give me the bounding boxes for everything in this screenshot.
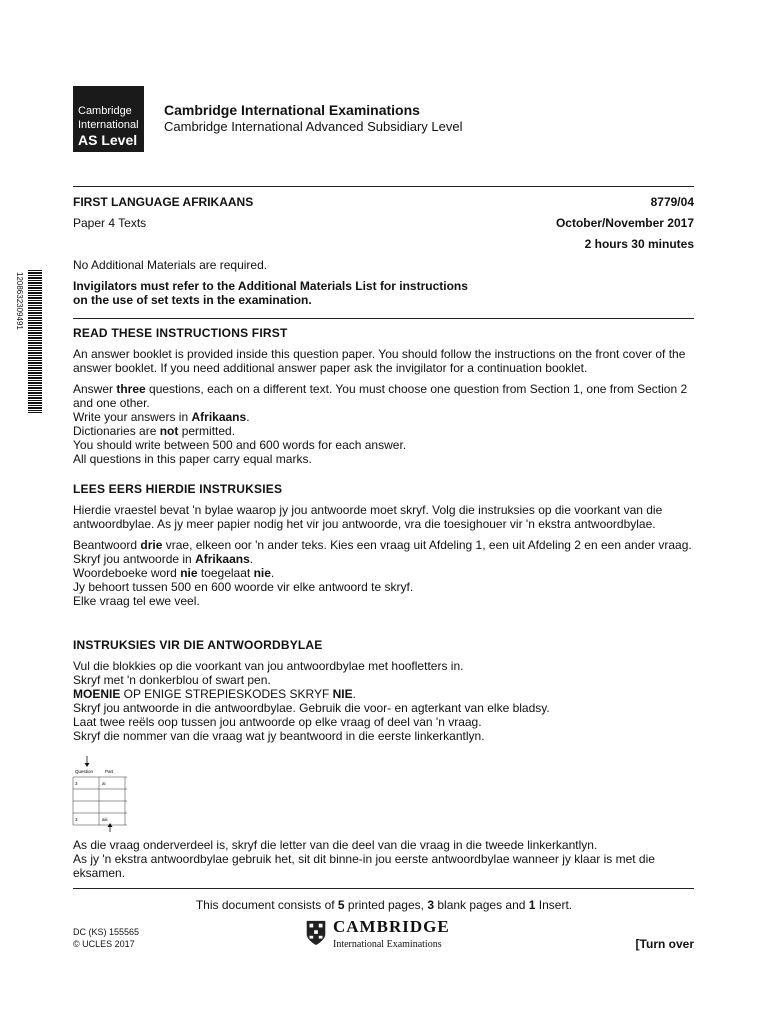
section-heading: READ THESE INSTRUCTIONS FIRST	[73, 326, 288, 340]
invigilator-note-1: Invigilators must refer to the Additional Materials List for instructions	[73, 279, 468, 293]
document-codes	[73, 926, 139, 950]
diagram-cell: aiii	[102, 817, 108, 822]
brand-subtitle: International Examinations	[333, 939, 442, 950]
section-heading: LEES EERS HIERDIE INSTRUKSIES	[73, 482, 283, 496]
instruction-line: Skryf met 'n donkerblou of swart pen.	[73, 673, 271, 687]
paragraph: Jy behoort tussen 500 en 600 woorde vir elke antwoord te skryf.	[73, 580, 414, 594]
top-rule	[73, 186, 694, 187]
barcode-number: 1208632309491	[15, 272, 24, 330]
instructions-rule	[73, 318, 694, 319]
paragraph: Write your answers in Afrikaans.	[73, 410, 250, 424]
paragraph: You should write between 500 and 600 words for each answer.	[73, 438, 407, 452]
instruction-line: MOENIE OP ENIGE STREPIESKODES SKRYF NIE.	[73, 687, 356, 701]
answer-booklet-instructions	[73, 638, 695, 743]
subdivision-instructions	[73, 838, 695, 880]
brand-name: CAMBRIDGE	[333, 917, 450, 936]
paragraph: Elke vraag tel ewe veel.	[73, 594, 200, 608]
diagram-cell: ai	[102, 781, 106, 786]
crest-icon	[305, 920, 327, 946]
logo-line-3: AS Level	[78, 132, 138, 148]
invigilator-note-2: on the use of set texts in the examination.	[73, 293, 312, 307]
paragraph: Woordeboeke word nie toegelaat nie.	[73, 566, 275, 580]
org-name: Cambridge International Examinations	[164, 102, 420, 118]
afrikaans-instructions	[73, 482, 695, 608]
logo-line-2: International	[78, 119, 139, 131]
logo-line-1: Cambridge	[78, 105, 132, 117]
diagram-col-part: Part	[105, 769, 114, 774]
exam-session: October/November 2017	[555, 216, 694, 230]
instruction-line: Skryf jou antwoorde in die antwoordbylae. Gebruik die voor- en agterkant van elke bladsy.	[73, 701, 550, 715]
paragraph: Skryf jou antwoorde in Afrikaans.	[73, 552, 254, 566]
margin-diagram	[70, 756, 132, 832]
diagram-cell: 3	[75, 817, 78, 822]
diagram-cell: 3	[75, 781, 78, 786]
instruction-line: As die vraag onderverdeel is, skryf die letter van die deel van die vraag in die tweede linkerkantlyn.	[73, 838, 598, 852]
subject-title: FIRST LANGUAGE AFRIKAANS	[73, 195, 254, 209]
materials-note: No Additional Materials are required.	[73, 258, 268, 272]
qualification-level: Cambridge International Advanced Subsidiary Level	[164, 119, 463, 134]
paper-name: Paper 4 Texts	[73, 216, 147, 230]
section-heading: INSTRUKSIES VIR DIE ANTWOORDBYLAE	[73, 638, 323, 652]
diagram-col-question: Question	[75, 769, 94, 774]
cambridge-brand	[305, 917, 450, 950]
copyright: © UCLES 2017	[73, 939, 135, 949]
paragraph: All questions in this paper carry equal marks.	[73, 452, 312, 466]
instruction-line: As jy 'n ekstra antwoordbylae gebruik het, sit dit binne-in jou eerste antwoordbylae wanneer jy klaar is met die eksamen.	[73, 852, 655, 880]
paragraph: Dictionaries are not permitted.	[73, 424, 236, 438]
instruction-line: Laat twee reëls oop tussen jou antwoorde op elke vraag of deel van 'n vraag.	[73, 715, 482, 729]
turn-over: [Turn over	[635, 937, 694, 951]
exam-duration: 2 hours 30 minutes	[584, 237, 694, 251]
dc-code: DC (KS) 155565	[73, 927, 140, 937]
paragraph: Hierdie vraestel bevat 'n bylae waarop jy jou antwoorde moet skryf. Volg die instruksies op die voorkant van die antwoordbylae. As jy meer papier nodig het vir jou antwoorde, vra die toesighouer vir 'n ekstra antwoordbylae.	[73, 503, 663, 531]
instruction-line: Vul die blokkies op die voorkant van jou antwoordbylae met hoofletters in.	[73, 659, 464, 673]
paragraph: Beantwoord drie vrae, elkeen oor 'n ander teks. Kies een vraag uit Afdeling 1, een uit Afdeling 2 en een ander vraag.	[73, 538, 692, 552]
barcode	[28, 270, 42, 413]
footer-rule	[73, 888, 694, 889]
paragraph: Answer three questions, each on a different text. You must choose one question from Section 1, one from Section 2 and one other.	[73, 382, 688, 410]
paragraph: An answer booklet is provided inside this question paper. You should follow the instructions on the front cover of the answer booklet. If you need additional answer paper ask the invigilator for a continuation booklet.	[73, 347, 686, 375]
arrow-head-icon	[85, 763, 90, 767]
english-instructions	[73, 326, 695, 466]
document-page-count: This document consists of 5 printed pages, 3 blank pages and 1 Insert.	[195, 898, 573, 912]
as-level-logo	[73, 86, 144, 152]
paper-code: 8779/04	[650, 195, 694, 209]
instruction-line: Skryf die nommer van die vraag wat jy beantwoord in die eerste linkerkantlyn.	[73, 729, 485, 743]
